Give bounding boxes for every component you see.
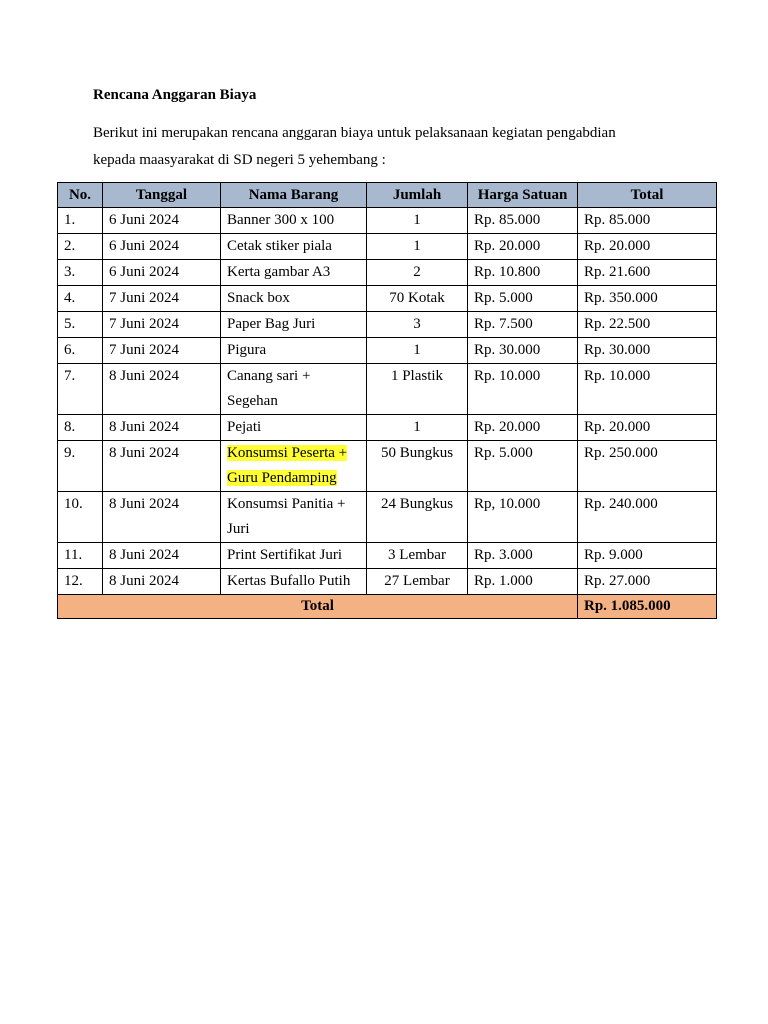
cell-total: Rp. 9.000 xyxy=(578,543,717,569)
cell-total: Rp. 10.000 xyxy=(578,364,717,415)
cell-jumlah: 1 xyxy=(367,338,468,364)
table-row xyxy=(58,492,717,543)
cell-total: Rp. 250.000 xyxy=(578,441,717,492)
table-row xyxy=(58,260,717,286)
cell-jumlah: 24 Bungkus xyxy=(367,492,468,543)
cell-no: 7. xyxy=(58,364,103,415)
nama-barang-text: Pigura xyxy=(227,342,267,358)
cell-nama-barang xyxy=(221,234,367,260)
nama-barang-text: Segehan xyxy=(227,393,278,409)
cell-harga-satuan: Rp. 20.000 xyxy=(468,415,578,441)
cell-no: 11. xyxy=(58,543,103,569)
cell-no: 2. xyxy=(58,234,103,260)
table-row xyxy=(58,208,717,234)
cell-jumlah: 27 Lembar xyxy=(367,569,468,595)
cell-harga-satuan: Rp, 10.000 xyxy=(468,492,578,543)
table-row xyxy=(58,441,717,492)
cell-tanggal: 8 Juni 2024 xyxy=(103,364,221,415)
header-total: Total xyxy=(578,183,717,208)
cell-no: 9. xyxy=(58,441,103,492)
total-label: Total xyxy=(58,595,578,619)
cell-harga-satuan: Rp. 5.000 xyxy=(468,286,578,312)
cell-total: Rp. 85.000 xyxy=(578,208,717,234)
cell-total: Rp. 20.000 xyxy=(578,234,717,260)
cell-total: Rp. 30.000 xyxy=(578,338,717,364)
nama-barang-text: Snack box xyxy=(227,290,290,306)
table-row xyxy=(58,415,717,441)
cell-tanggal: 8 Juni 2024 xyxy=(103,543,221,569)
cell-harga-satuan: Rp. 10.800 xyxy=(468,260,578,286)
nama-barang-text: Kertas Bufallo Putih xyxy=(227,573,351,589)
nama-barang-text: Print Sertifikat Juri xyxy=(227,547,342,563)
header-jumlah: Jumlah xyxy=(367,183,468,208)
cell-jumlah: 3 xyxy=(367,312,468,338)
cell-harga-satuan: Rp. 7.500 xyxy=(468,312,578,338)
cell-total: Rp. 350.000 xyxy=(578,286,717,312)
cell-jumlah: 1 Plastik xyxy=(367,364,468,415)
nama-barang-line xyxy=(227,234,360,259)
cell-tanggal: 6 Juni 2024 xyxy=(103,234,221,260)
cell-nama-barang xyxy=(221,338,367,364)
cell-tanggal: 7 Juni 2024 xyxy=(103,286,221,312)
cell-total: Rp. 22.500 xyxy=(578,312,717,338)
table-row xyxy=(58,364,717,415)
cell-harga-satuan: Rp. 3.000 xyxy=(468,543,578,569)
nama-barang-line xyxy=(227,260,360,285)
intro-line-1: Berikut ini merupakan rencana anggaran biaya untuk pelaksanaan kegiatan pengabdian xyxy=(93,125,616,141)
cell-no: 8. xyxy=(58,415,103,441)
cell-jumlah: 1 xyxy=(367,208,468,234)
header-tanggal: Tanggal xyxy=(103,183,221,208)
table-header-row xyxy=(58,183,717,208)
nama-barang-text: Konsumsi Panitia + xyxy=(227,496,346,512)
nama-barang-text: Pejati xyxy=(227,419,262,435)
nama-barang-text: Banner 300 x 100 xyxy=(227,212,335,228)
cell-nama-barang xyxy=(221,364,367,415)
header-nama-barang: Nama Barang xyxy=(221,183,367,208)
table-body xyxy=(58,208,717,595)
nama-barang-line xyxy=(227,492,360,517)
nama-barang-text: Konsumsi Peserta + xyxy=(227,445,348,461)
total-value: Rp. 1.085.000 xyxy=(578,595,717,619)
header-no: No. xyxy=(58,183,103,208)
cell-total: Rp. 240.000 xyxy=(578,492,717,543)
table-row xyxy=(58,569,717,595)
cell-harga-satuan: Rp. 20.000 xyxy=(468,234,578,260)
cell-nama-barang xyxy=(221,492,367,543)
cell-tanggal: 7 Juni 2024 xyxy=(103,312,221,338)
cell-no: 5. xyxy=(58,312,103,338)
nama-barang-line xyxy=(227,286,360,311)
cell-tanggal: 6 Juni 2024 xyxy=(103,208,221,234)
intro-paragraph xyxy=(93,120,693,174)
cell-nama-barang xyxy=(221,312,367,338)
cell-tanggal: 8 Juni 2024 xyxy=(103,492,221,543)
cell-nama-barang xyxy=(221,569,367,595)
cell-harga-satuan: Rp. 85.000 xyxy=(468,208,578,234)
cell-tanggal: 7 Juni 2024 xyxy=(103,338,221,364)
nama-barang-text: Paper Bag Juri xyxy=(227,316,316,332)
cell-jumlah: 2 xyxy=(367,260,468,286)
nama-barang-text: Cetak stiker piala xyxy=(227,238,332,254)
cell-harga-satuan: Rp. 5.000 xyxy=(468,441,578,492)
header-harga-satuan: Harga Satuan xyxy=(468,183,578,208)
cell-tanggal: 8 Juni 2024 xyxy=(103,441,221,492)
nama-barang-line xyxy=(227,543,360,568)
cell-jumlah: 1 xyxy=(367,234,468,260)
cell-no: 10. xyxy=(58,492,103,543)
cell-harga-satuan: Rp. 1.000 xyxy=(468,569,578,595)
nama-barang-text: Guru Pendamping xyxy=(227,470,337,486)
cell-total: Rp. 27.000 xyxy=(578,569,717,595)
nama-barang-text: Canang sari + xyxy=(227,368,311,384)
budget-table xyxy=(57,182,717,619)
nama-barang-line xyxy=(227,364,360,389)
cell-tanggal: 8 Juni 2024 xyxy=(103,569,221,595)
cell-nama-barang xyxy=(221,415,367,441)
nama-barang-text: Kerta gambar A3 xyxy=(227,264,331,280)
cell-tanggal: 8 Juni 2024 xyxy=(103,415,221,441)
cell-no: 4. xyxy=(58,286,103,312)
cell-no: 6. xyxy=(58,338,103,364)
intro-line-2: kepada maasyarakat di SD negeri 5 yehembang : xyxy=(93,152,386,168)
cell-nama-barang xyxy=(221,441,367,492)
cell-jumlah: 50 Bungkus xyxy=(367,441,468,492)
cell-no: 3. xyxy=(58,260,103,286)
nama-barang-line xyxy=(227,338,360,363)
nama-barang-line xyxy=(227,517,360,542)
cell-no: 12. xyxy=(58,569,103,595)
cell-nama-barang xyxy=(221,543,367,569)
table-row xyxy=(58,234,717,260)
nama-barang-text: Juri xyxy=(227,521,250,537)
cell-harga-satuan: Rp. 10.000 xyxy=(468,364,578,415)
cell-total: Rp. 20.000 xyxy=(578,415,717,441)
cell-nama-barang xyxy=(221,286,367,312)
nama-barang-line xyxy=(227,441,360,466)
table-row xyxy=(58,543,717,569)
cell-jumlah: 70 Kotak xyxy=(367,286,468,312)
table-row xyxy=(58,286,717,312)
nama-barang-line xyxy=(227,569,360,594)
nama-barang-line xyxy=(227,415,360,440)
cell-nama-barang xyxy=(221,208,367,234)
nama-barang-line xyxy=(227,389,360,414)
table-row xyxy=(58,338,717,364)
cell-total: Rp. 21.600 xyxy=(578,260,717,286)
nama-barang-line xyxy=(227,208,360,233)
cell-tanggal: 6 Juni 2024 xyxy=(103,260,221,286)
table-row xyxy=(58,312,717,338)
cell-nama-barang xyxy=(221,260,367,286)
nama-barang-line xyxy=(227,312,360,337)
cell-jumlah: 3 Lembar xyxy=(367,543,468,569)
table-total-row xyxy=(58,595,717,619)
cell-no: 1. xyxy=(58,208,103,234)
document-heading: Rencana Anggaran Biaya xyxy=(93,87,257,103)
nama-barang-line xyxy=(227,466,360,491)
cell-jumlah: 1 xyxy=(367,415,468,441)
cell-harga-satuan: Rp. 30.000 xyxy=(468,338,578,364)
